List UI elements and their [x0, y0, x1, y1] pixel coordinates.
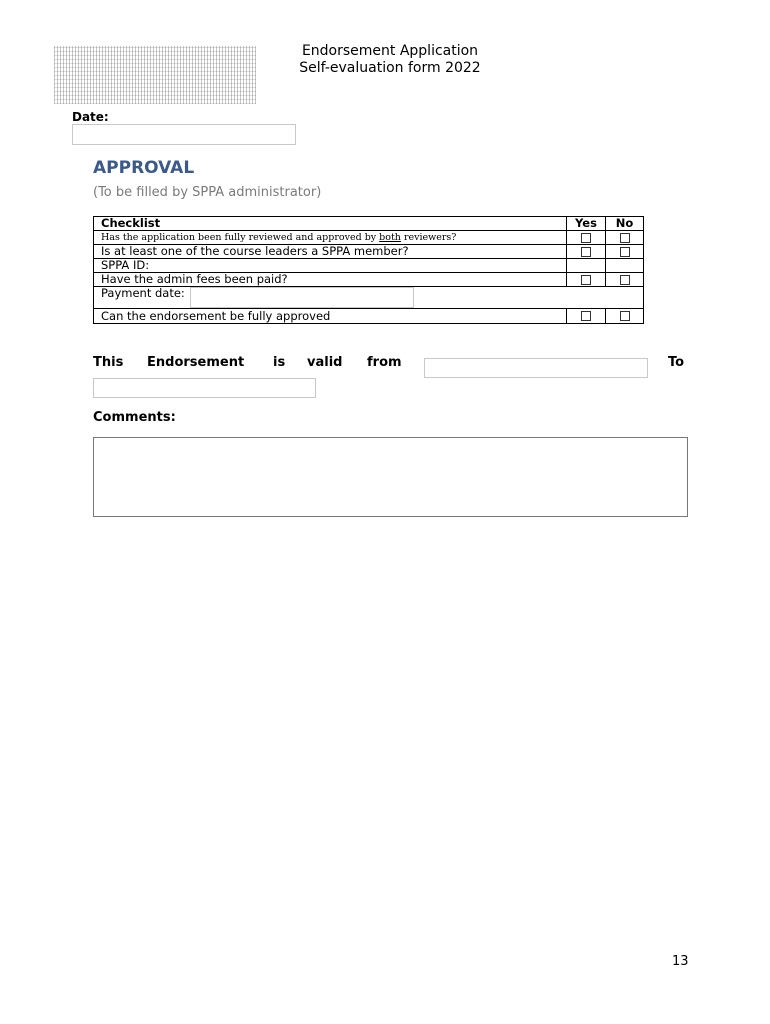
table-row	[94, 309, 644, 324]
checklist-item-member: Is at least one of the course leaders a SPPA member?	[94, 245, 567, 259]
table-header-row	[94, 217, 644, 231]
comments-label: Comments:	[93, 410, 176, 425]
validity-word-endorsement: Endorsement	[147, 355, 245, 370]
approval-subtitle: (To be filled by SPPA administrator)	[93, 185, 322, 200]
member-yes-checkbox[interactable]	[581, 247, 591, 257]
table-row	[94, 231, 644, 245]
validity-word-is: is	[273, 355, 286, 370]
form-subtitle: Self-evaluation form 2022	[299, 60, 481, 76]
page-number: 13	[672, 954, 689, 969]
validity-to-label: To	[668, 355, 685, 370]
comments-textarea[interactable]	[93, 437, 688, 517]
yes-header: Yes	[567, 217, 606, 231]
checklist-item-reviewed: Has the application been fully reviewed and approved by both reviewers?	[94, 231, 567, 245]
checklist-item-approve: Can the endorsement be fully approved	[94, 309, 567, 324]
reviewed-yes-checkbox[interactable]	[581, 233, 591, 243]
approval-heading: APPROVAL	[93, 158, 195, 178]
table-row	[94, 273, 644, 287]
validity-word-this: This	[93, 355, 124, 370]
approve-no-checkbox[interactable]	[620, 311, 630, 321]
fees-no-checkbox[interactable]	[620, 275, 630, 285]
valid-from-field[interactable]	[424, 358, 648, 378]
validity-word-from: from	[367, 355, 402, 370]
no-header: No	[606, 217, 644, 231]
table-row	[94, 245, 644, 259]
form-title: Endorsement Application	[301, 43, 479, 59]
fees-yes-checkbox[interactable]	[581, 275, 591, 285]
member-no-checkbox[interactable]	[620, 247, 630, 257]
checklist-item-sppa-id: SPPA ID:	[94, 259, 567, 273]
checklist-item-fees: Have the admin fees been paid?	[94, 273, 567, 287]
reviewed-no-checkbox[interactable]	[620, 233, 630, 243]
validity-word-valid: valid	[307, 355, 343, 370]
valid-to-field[interactable]	[93, 378, 316, 398]
table-row	[94, 287, 644, 309]
checklist-header: Checklist	[94, 217, 567, 231]
payment-date-field[interactable]	[190, 287, 414, 308]
date-label: Date:	[72, 110, 109, 124]
approve-yes-checkbox[interactable]	[581, 311, 591, 321]
date-field[interactable]	[72, 124, 296, 145]
organization-logo	[54, 46, 256, 104]
approval-checklist-table	[93, 216, 644, 324]
table-row	[94, 259, 644, 273]
checklist-item-payment-date: Payment date:	[94, 287, 644, 309]
